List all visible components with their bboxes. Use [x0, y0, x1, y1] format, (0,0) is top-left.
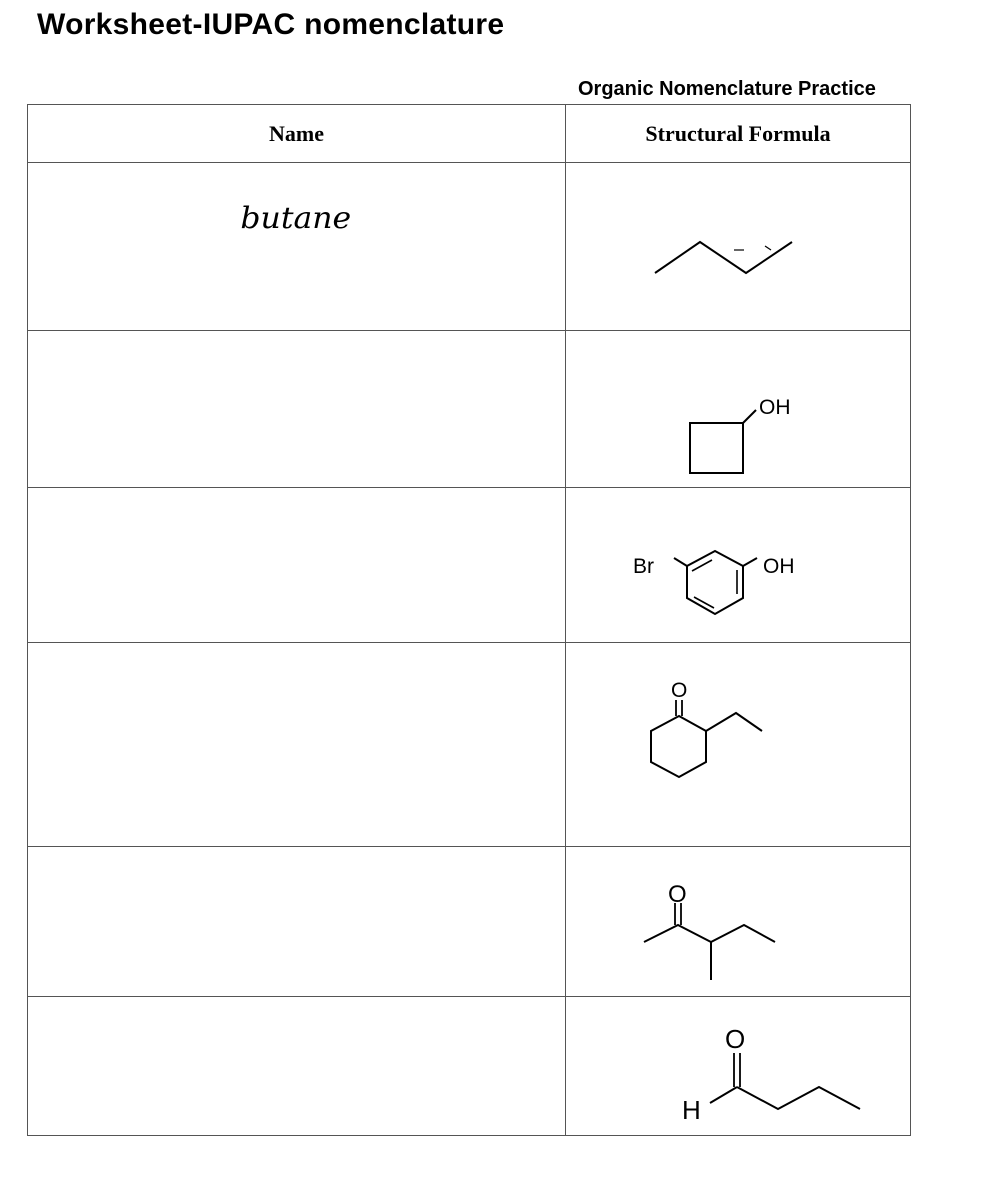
name-cell[interactable] [28, 643, 566, 847]
br-label: Br [633, 555, 654, 578]
butane-structure [566, 163, 910, 331]
name-cell[interactable] [28, 847, 566, 997]
table-row [28, 488, 911, 643]
name-cell[interactable] [28, 488, 566, 643]
bromophenol-structure [566, 488, 910, 643]
ethylcyclohexanone-structure [566, 643, 910, 847]
handwritten-answer: butane [240, 201, 352, 236]
table-row [28, 163, 911, 331]
nomenclature-table [27, 104, 911, 1136]
table-header-row [28, 105, 911, 163]
table-row [28, 997, 911, 1136]
worksheet-subtitle: Organic Nomenclature Practice [578, 78, 876, 100]
oh-label: OH [763, 555, 795, 578]
name-cell[interactable] [28, 997, 566, 1136]
table-row [28, 643, 911, 847]
butanal-structure [566, 997, 910, 1136]
structure-cell [566, 331, 911, 488]
structure-cell [566, 847, 911, 997]
name-cell[interactable] [28, 163, 566, 331]
structure-cell [566, 163, 911, 331]
column-header-structure: Structural Formula [566, 105, 911, 163]
o-label: O [671, 679, 688, 702]
o-label: O [668, 881, 687, 908]
name-cell[interactable] [28, 331, 566, 488]
structure-cell [566, 488, 911, 643]
worksheet-title: Worksheet-IUPAC nomenclature [37, 8, 505, 41]
structure-cell [566, 997, 911, 1136]
methylpentanone-structure [566, 847, 910, 997]
table-row [28, 331, 911, 488]
oh-label: OH [759, 396, 791, 419]
column-header-name: Name [28, 105, 566, 163]
o-label: O [725, 1024, 746, 1054]
h-label: H [682, 1095, 701, 1125]
structure-cell [566, 643, 911, 847]
table-row [28, 847, 911, 997]
cyclobutanol-structure [566, 331, 910, 488]
